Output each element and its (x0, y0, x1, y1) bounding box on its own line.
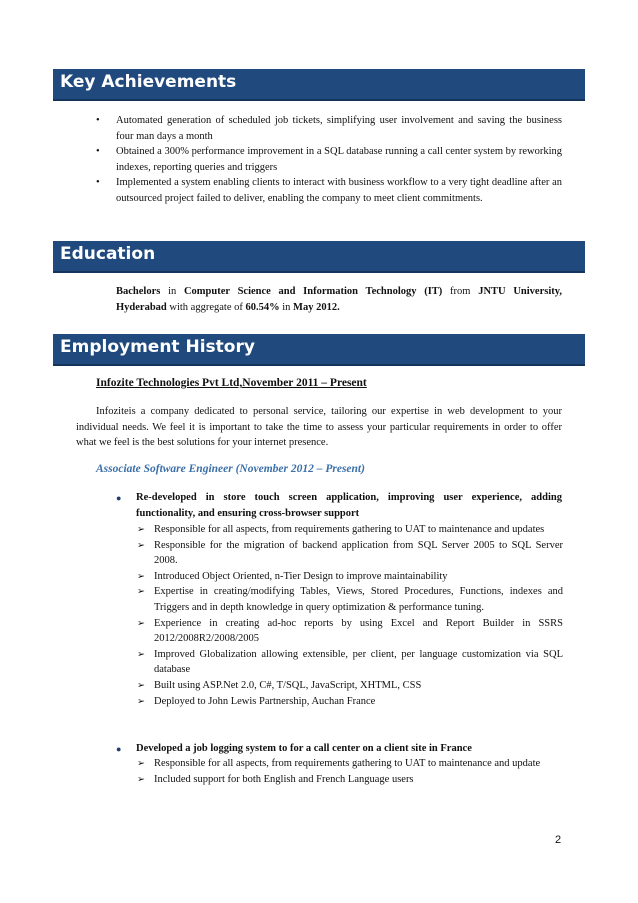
list-item: ➢ Experience in creating ad-hoc reports by using Excel and Report Builder in SSRS 2012/2008R2/2008/2005 (137, 616, 563, 647)
field-of-study: Computer Science and Information Technology (IT) (183, 286, 443, 297)
list-item: ➢ Responsible for the migration of backend application from SQL Server 2005 to SQL Server 2008. (137, 538, 563, 569)
job-title: Associate Software Engineer (November 2012 – Present) (96, 463, 365, 475)
list-item: ➢ Responsible for all aspects, from requirements gathering to UAT to maintenance and update (137, 756, 563, 772)
project-title: Re-developed in store touch screen application, improving user experience, adding functionality, and ensuring cross-browser support (136, 492, 562, 519)
list-item: • Obtained a 300% performance improvement in a SQL database running a call center system by reworking indexes, reporting queries and triggers (96, 144, 562, 175)
project-details (137, 756, 563, 787)
list-item: ➢ Expertise in creating/modifying Tables, Views, Stored Procedures, Functions, indexes and Triggers and in depth knowledge in query optimization & performance tuning. (137, 584, 563, 615)
list-item: ➢ Improved Globalization allowing extensible, per client, per language customization via SQL database (137, 647, 563, 678)
university: JNTU University, Hyderabad (116, 286, 563, 313)
company-name: Infozite Technologies Pvt Ltd,November 2011 – Present (96, 377, 367, 389)
list-item: ➢ Introduced Object Oriented, n-Tier Design to improve maintainability (137, 569, 563, 585)
achievements-list (96, 113, 562, 207)
section-title: Education (60, 244, 156, 264)
page-number: 2 (555, 834, 562, 846)
section-title: Key Achievements (60, 72, 237, 92)
list-item: ➢ Built using ASP.Net 2.0, C#, T/SQL, JavaScript, XHTML, CSS (137, 678, 563, 694)
section-header-education (53, 241, 585, 273)
education-entry: Bachelors in Computer Science and Information Technology (IT) from JNTU University, Hyderabad with aggregate of 60.54% in May 2012. (116, 286, 563, 313)
project-title: Developed a job logging system to for a call center on a client site in France (136, 743, 472, 754)
bullet-icon: ● (116, 744, 122, 754)
graduation-date: May 2012. (293, 301, 340, 313)
list-item: ➢ Included support for both English and French Language users (137, 772, 563, 788)
degree: Bachelors (116, 286, 161, 297)
section-header-employment-history (53, 334, 585, 366)
section-header-key-achievements (53, 69, 585, 101)
list-item: • Implemented a system enabling clients to interact with business workflow to a very tight deadline after an outsourced project failed to deliver, enabling the company to meet client commitments. (96, 175, 562, 206)
aggregate: 60.54% (245, 301, 280, 313)
project-details (137, 522, 563, 709)
list-item: ➢ Deployed to John Lewis Partnership, Auchan France (137, 694, 563, 710)
section-title: Employment History (60, 337, 255, 357)
list-item: • Automated generation of scheduled job tickets, simplifying user involvement and saving the business four man days a month (96, 113, 562, 144)
list-item: ➢ Responsible for all aspects, from requirements gathering to UAT to maintenance and updates (137, 522, 563, 538)
bullet-icon: ● (116, 493, 122, 503)
company-description: Infoziteis a company dedicated to personal service, tailoring our expertise in web development to your individual needs. We feel it is important to take the time to assess your particular requirements in order to offer what we feel is the best solutions for your internet presence. (76, 406, 562, 449)
